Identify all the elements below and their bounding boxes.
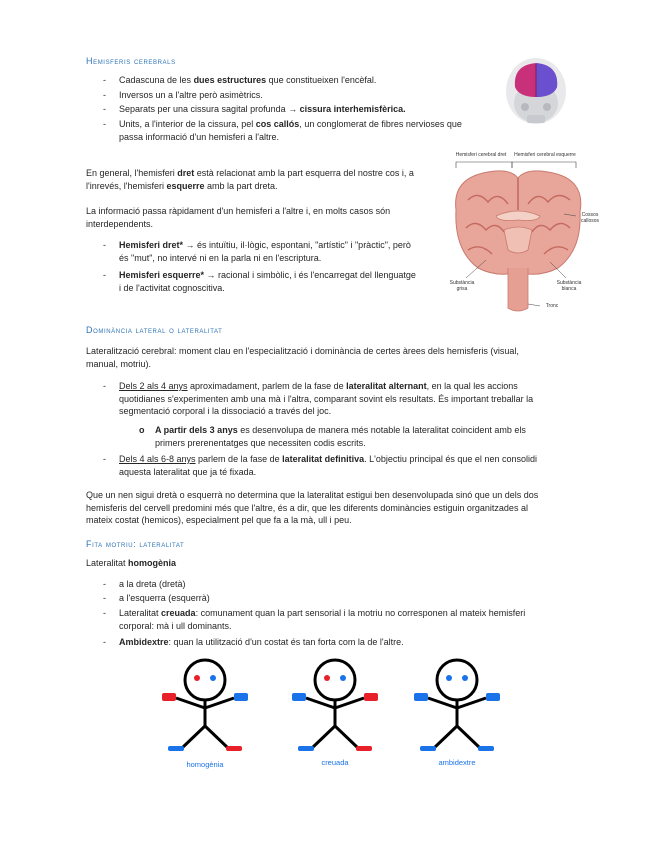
section-heading-lateral-dominance: Dominància lateral o lateralitat [86, 325, 223, 335]
bullet-text: Cadascuna de les dues estructures que constitueixen l'encèfal. [119, 75, 377, 85]
bullet-text: a la dreta (dretà) [119, 579, 186, 589]
stick-figure-crossed [288, 658, 382, 754]
bullet-text: Hemisferi dret* → és intuïtiu, il·lògic, espontani, "artístic" i "pràctic", però és "mut", no intervé ni en la parla ni en l'escriptura. [119, 240, 411, 263]
bullet-dash: - [103, 90, 106, 100]
brain-label-grey-matter: Substància grisa [449, 280, 475, 292]
bullet-dash: - [103, 637, 106, 647]
bullet-dash: - [103, 593, 106, 603]
bullet-text: Lateralitat creuada: comunament quan la part sensorial i la motriu no corresponen al mateix hemisferi corporal: mà i ull dominants. [119, 608, 526, 631]
brain-label-right-hemisphere: Hemisferi cerebral dret [455, 152, 507, 158]
paragraph: Lateralització cerebral: moment clau en l'especialització i dominància de certes àrees dels hemisferis (visual, manual, motriu). [86, 346, 519, 369]
sub-bullet-text: A partir dels 3 anys es desenvolupa de manera més notable la lateralitat coincident amb els primers prerenentatges que necessiten codis escrits. [155, 425, 526, 448]
brain-label-corpus-callosum: Cossos callosos [580, 212, 600, 224]
brain-label-brainstem: Tronc [545, 303, 559, 309]
skull-brain-image [503, 55, 570, 127]
bullet-text: Separats per una cissura sagital profunda → cissura interhemisfèrica. [119, 104, 406, 114]
bullet-text: Ambidextre: quan la utilització d'un costat és tan forta com la de l'altre. [119, 637, 404, 647]
sub-bullet: o [139, 425, 145, 435]
bullet-text: Dels 2 als 4 anys aproximadament, parlem de la fase de lateralitat alternant, en la qual les accions quotidianes s'experimenten amb una mà i l'altra, comparant sovint els resultats. És important treballar la segmentació corporal i la dissociació a través del joc. [119, 381, 534, 416]
bullet-dash: - [103, 454, 106, 464]
bullet-text: Hemisferi esquerre* → racional i simbòlic, i és l'encarregat del llenguatge i de l'activitat cognoscitiva. [119, 270, 416, 293]
paragraph: En general, l'hemisferi dret està relacionat amb la part esquerra del nostre cos i, a l'inrevés, l'hemisferi esquerre amb la part dreta. [86, 168, 414, 191]
figure-label-crossed: creuada [321, 758, 349, 767]
bullet-dash: - [103, 579, 106, 589]
stick-figure-ambidextrous [410, 658, 504, 754]
brain-label-white-matter: Substància blanca [556, 280, 582, 292]
bullet-text: a l'esquerra (esquerrà) [119, 593, 210, 603]
bullet-dash: - [103, 75, 106, 85]
bullet-dash: - [103, 240, 106, 250]
paragraph: Que un nen sigui dretà o esquerrà no determina que la lateralitat estigui ben desenvolupada sinó que un dels dos hemisferis del cervell predomini més que l'altre, és a dir, que les diferents dominàncies estiguin organitzades al mateix costat (hemicos), especialment pel que fa a la mà, ull i peu. [86, 490, 539, 525]
section-heading-motor-milestone: Fita motriu: lateralitat [86, 539, 185, 549]
brain-coronal-diagram [448, 150, 608, 320]
brain-label-left-hemisphere: Hemisferi cerebral esquerre [514, 152, 576, 158]
section-heading-hemispheres: Hemisferis cerebrals [86, 56, 176, 66]
bullet-dash: - [103, 104, 106, 114]
bullet-dash: - [103, 119, 106, 129]
figure-label-ambidextrous: ambidextre [438, 758, 476, 767]
bullet-text: Dels 4 als 6-8 anys parlem de la fase de lateralitat definitiva. L'objectiu principal és que el nen consolidi aquesta lateralitat que ja té fixada. [119, 454, 537, 477]
figure-label-homogeneous: homogènia [186, 760, 224, 769]
bullet-text: Inversos un a l'altre però asimètrics. [119, 90, 263, 100]
bullet-dash: - [103, 381, 106, 391]
paragraph: Lateralitat homogènia [86, 558, 177, 568]
stick-figure-homogeneous [158, 658, 252, 754]
paragraph: La informació passa ràpidament d'un hemisferi a l'altre i, en molts casos són interdependents. [86, 206, 391, 229]
bullet-text: Units, a l'interior de la cissura, pel cos callós, un conglomerat de fibres nervioses que passa informació d'un hemisferi a l'altre. [119, 119, 462, 142]
bullet-dash: - [103, 270, 106, 280]
bullet-dash: - [103, 608, 106, 618]
